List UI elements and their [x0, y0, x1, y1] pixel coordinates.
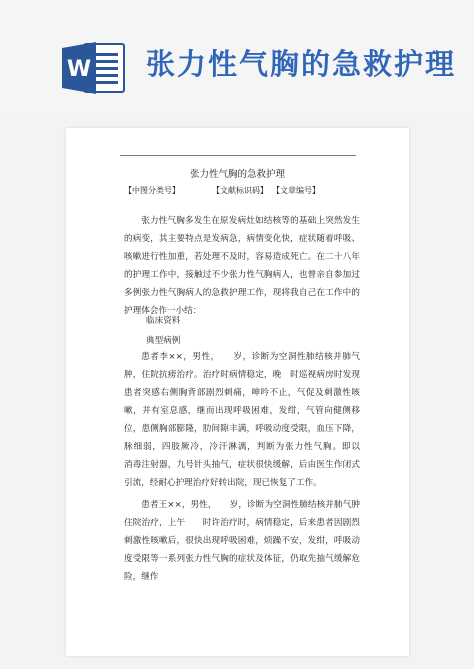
banner	[0, 0, 474, 118]
document-id-label: 【文献标识码】	[212, 186, 268, 195]
intro-paragraph: 张力性气胸多发生在原发病灶如结核等的基础上突然发生的病变，其主要特点是发病急，病情变化快，症状随着呼吸、咳嗽进行性加重，若处理不及时，容易造成死亡。在二十八年的护理工作中，接触过不少张力性气胸病人，也曾亲自参加过多例张力性气胸病人的急救护理工作，现将我自己在工作中的护理体会作一小结：	[124, 216, 360, 316]
word-icon	[60, 40, 128, 96]
article-number-label: 【文章编号】	[272, 186, 320, 195]
document-page	[66, 128, 409, 656]
word-logo-letter: W	[66, 57, 92, 82]
case-one-paragraph: 患者李××，男性， 岁，诊断为空洞性肺结核并肺气肿，住院抗痨治疗。治疗时病情稳定，晚 时巡视病房时发现患者突感右侧胸背部剧烈刺痛，呻吟不止，气促及刺激性咳嗽，并有室息感，继而出现呼吸困难，发绀，气管向健侧移位，患侧胸部膨隆，肋间隙丰满，呼吸动度受限，血压下降，脉细弱，四肢厥冷，冷汗淋漓，判断为张力性气胸。即以 消毒注射器，九号针头抽气，症状很快缓解，后由医生作闭式引流，经耐心护理治疗好转出院，现已恢复了工作。	[124, 352, 378, 488]
class-number-label: 【中图分类号】	[124, 186, 180, 195]
banner-title: 张力性气胸的急救护理	[146, 47, 457, 81]
header-rule	[120, 155, 356, 156]
case-two-paragraph: 患者王××，男性， 岁，诊断为空洞性肺结核并肺气肿住院治疗，上午 时许治疗时，病情稳定，后来患者因剧烈刺激性咳嗽后，很快出现呼吸困难，烦躁不安，发绀，呼吸动度受限等一系列张力性气胸的症状及体征，仍取先抽气缓解危险，继作	[124, 500, 360, 582]
document-title: 张力性气胸的急救护理	[189, 169, 285, 180]
section-cases-heading: 典型病例	[146, 336, 181, 346]
section-clinical-heading: 临床资料	[146, 316, 181, 326]
